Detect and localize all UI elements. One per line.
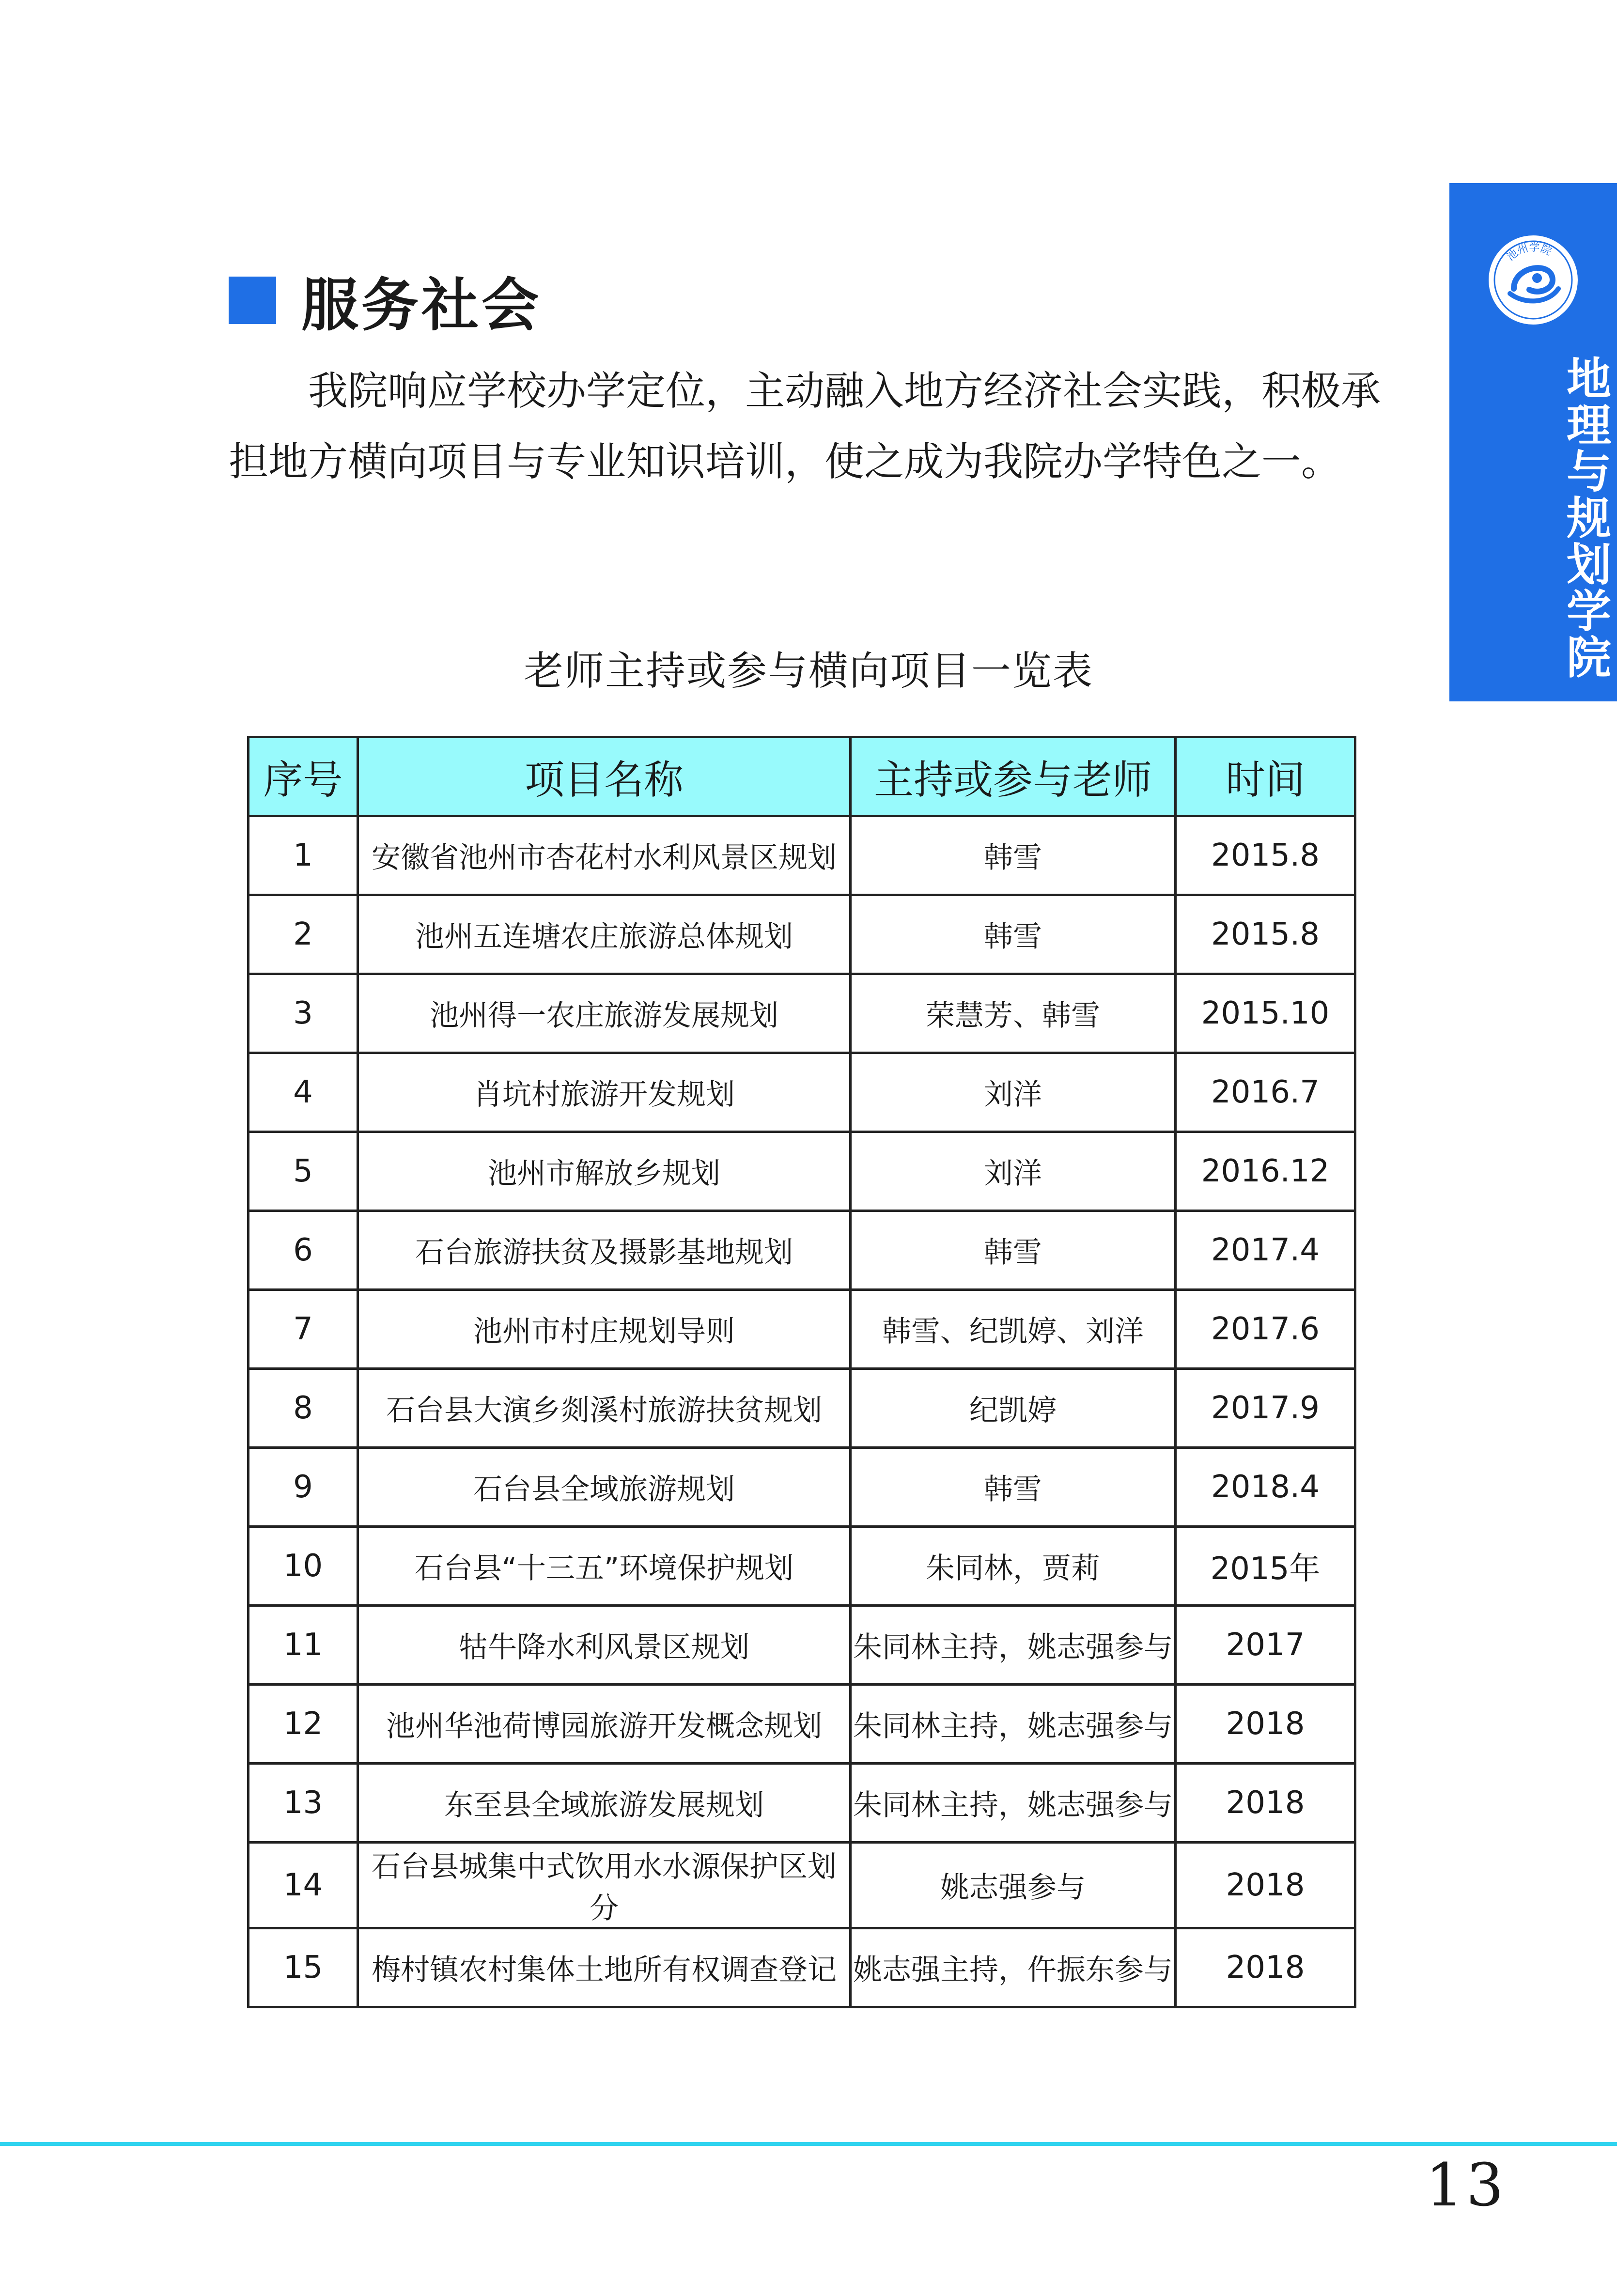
cell-time: 2015.8 xyxy=(1176,895,1355,974)
table-row xyxy=(249,1764,1355,1843)
cell-teachers: 韩雪 xyxy=(851,1211,1176,1290)
table-row xyxy=(249,816,1355,895)
cell-index: 2 xyxy=(249,895,358,974)
cell-teachers: 姚志强主持，仵振东参与 xyxy=(851,1928,1176,2007)
cell-project-name: 石台县全域旅游规划 xyxy=(358,1448,851,1527)
side-tab xyxy=(1449,183,1617,701)
cell-time: 2017.4 xyxy=(1176,1211,1355,1290)
cell-project-name: 池州得一农庄旅游发展规划 xyxy=(358,974,851,1053)
cell-project-name: 安徽省池州市杏花村水利风景区规划 xyxy=(358,816,851,895)
cell-index: 14 xyxy=(249,1843,358,1928)
cell-project-name: 石台县城集中式饮用水水源保护区划分 xyxy=(358,1843,851,1928)
page-number: 13 xyxy=(1425,2151,1507,2219)
cell-teachers: 韩雪 xyxy=(851,1448,1176,1527)
cell-index: 6 xyxy=(249,1211,358,1290)
cell-index: 3 xyxy=(249,974,358,1053)
header-time: 时间 xyxy=(1176,737,1355,816)
table-header-row xyxy=(249,737,1355,816)
table-row xyxy=(249,1290,1355,1369)
cell-time: 2018.4 xyxy=(1176,1448,1355,1527)
cell-time: 2015.8 xyxy=(1176,816,1355,895)
cell-time: 2016.12 xyxy=(1176,1132,1355,1211)
cell-index: 15 xyxy=(249,1928,358,2007)
table-row xyxy=(249,1132,1355,1211)
header-project-name: 项目名称 xyxy=(358,737,851,816)
cell-teachers: 朱同林，贾莉 xyxy=(851,1527,1176,1606)
cell-index: 9 xyxy=(249,1448,358,1527)
school-emblem-icon xyxy=(1485,232,1582,328)
cell-teachers: 刘洋 xyxy=(851,1053,1176,1132)
cell-project-name: 石台旅游扶贫及摄影基地规划 xyxy=(358,1211,851,1290)
cell-teachers: 韩雪 xyxy=(851,895,1176,974)
cell-index: 11 xyxy=(249,1606,358,1685)
cell-time: 2015年 xyxy=(1176,1527,1355,1606)
cell-index: 1 xyxy=(249,816,358,895)
side-tab-label: 地理与规划学院 xyxy=(1559,355,1611,681)
cell-time: 2018 xyxy=(1176,1843,1355,1928)
intro-paragraph: 我院响应学校办学定位，主动融入地方经济社会实践，积极承担地方横向项目与专业知识培训，使之成为我院办学特色之一。 xyxy=(229,368,1381,485)
cell-project-name: 池州市解放乡规划 xyxy=(358,1132,851,1211)
table-row xyxy=(249,1369,1355,1448)
cell-project-name: 池州五连塘农庄旅游总体规划 xyxy=(358,895,851,974)
section-header xyxy=(229,264,542,337)
table-row xyxy=(249,1606,1355,1685)
table-row xyxy=(249,974,1355,1053)
cell-project-name: 梅村镇农村集体土地所有权调查登记 xyxy=(358,1928,851,2007)
cell-teachers: 姚志强参与 xyxy=(851,1843,1176,1928)
cell-time: 2018 xyxy=(1176,1685,1355,1764)
table-row xyxy=(249,1843,1355,1928)
header-index: 序号 xyxy=(249,737,358,816)
cell-time: 2017 xyxy=(1176,1606,1355,1685)
table-row xyxy=(249,1053,1355,1132)
cell-index: 7 xyxy=(249,1290,358,1369)
cell-teachers: 朱同林主持，姚志强参与 xyxy=(851,1764,1176,1843)
cell-index: 13 xyxy=(249,1764,358,1843)
cell-teachers: 韩雪、纪凯婷、刘洋 xyxy=(851,1290,1176,1369)
intro-text xyxy=(229,356,1391,497)
cell-teachers: 朱同林主持，姚志强参与 xyxy=(851,1685,1176,1764)
cell-index: 12 xyxy=(249,1685,358,1764)
table-row xyxy=(249,895,1355,974)
table-row xyxy=(249,1928,1355,2007)
cell-project-name: 池州华池荷博园旅游开发概念规划 xyxy=(358,1685,851,1764)
table-row xyxy=(249,1527,1355,1606)
cell-project-name: 石台县“十三五”环境保护规划 xyxy=(358,1527,851,1606)
table-row xyxy=(249,1211,1355,1290)
table-row xyxy=(249,1448,1355,1527)
cell-time: 2017.6 xyxy=(1176,1290,1355,1369)
cell-index: 5 xyxy=(249,1132,358,1211)
cell-time: 2016.7 xyxy=(1176,1053,1355,1132)
cell-teachers: 朱同林主持，姚志强参与 xyxy=(851,1606,1176,1685)
footer-divider xyxy=(0,2142,1617,2146)
header-teachers: 主持或参与老师 xyxy=(851,737,1176,816)
section-marker-icon xyxy=(229,277,276,324)
cell-index: 10 xyxy=(249,1527,358,1606)
cell-project-name: 池州市村庄规划导则 xyxy=(358,1290,851,1369)
logo-text: 池州学院 xyxy=(1504,241,1554,264)
cell-time: 2015.10 xyxy=(1176,974,1355,1053)
cell-time: 2017.9 xyxy=(1176,1369,1355,1448)
cell-project-name: 东至县全域旅游发展规划 xyxy=(358,1764,851,1843)
table-caption: 老师主持或参与横向项目一览表 xyxy=(523,648,1093,694)
cell-project-name: 肖坑村旅游开发规划 xyxy=(358,1053,851,1132)
section-title: 服务社会 xyxy=(301,272,542,339)
cell-time: 2018 xyxy=(1176,1764,1355,1843)
cell-teachers: 荣慧芳、韩雪 xyxy=(851,974,1176,1053)
cell-index: 8 xyxy=(249,1369,358,1448)
cell-teachers: 纪凯婷 xyxy=(851,1369,1176,1448)
cell-time: 2018 xyxy=(1176,1928,1355,2007)
cell-project-name: 牯牛降水利风景区规划 xyxy=(358,1606,851,1685)
cell-teachers: 韩雪 xyxy=(851,816,1176,895)
table-row xyxy=(249,1685,1355,1764)
cell-teachers: 刘洋 xyxy=(851,1132,1176,1211)
cell-project-name: 石台县大演乡剡溪村旅游扶贫规划 xyxy=(358,1369,851,1448)
cell-index: 4 xyxy=(249,1053,358,1132)
projects-table xyxy=(247,736,1356,2008)
